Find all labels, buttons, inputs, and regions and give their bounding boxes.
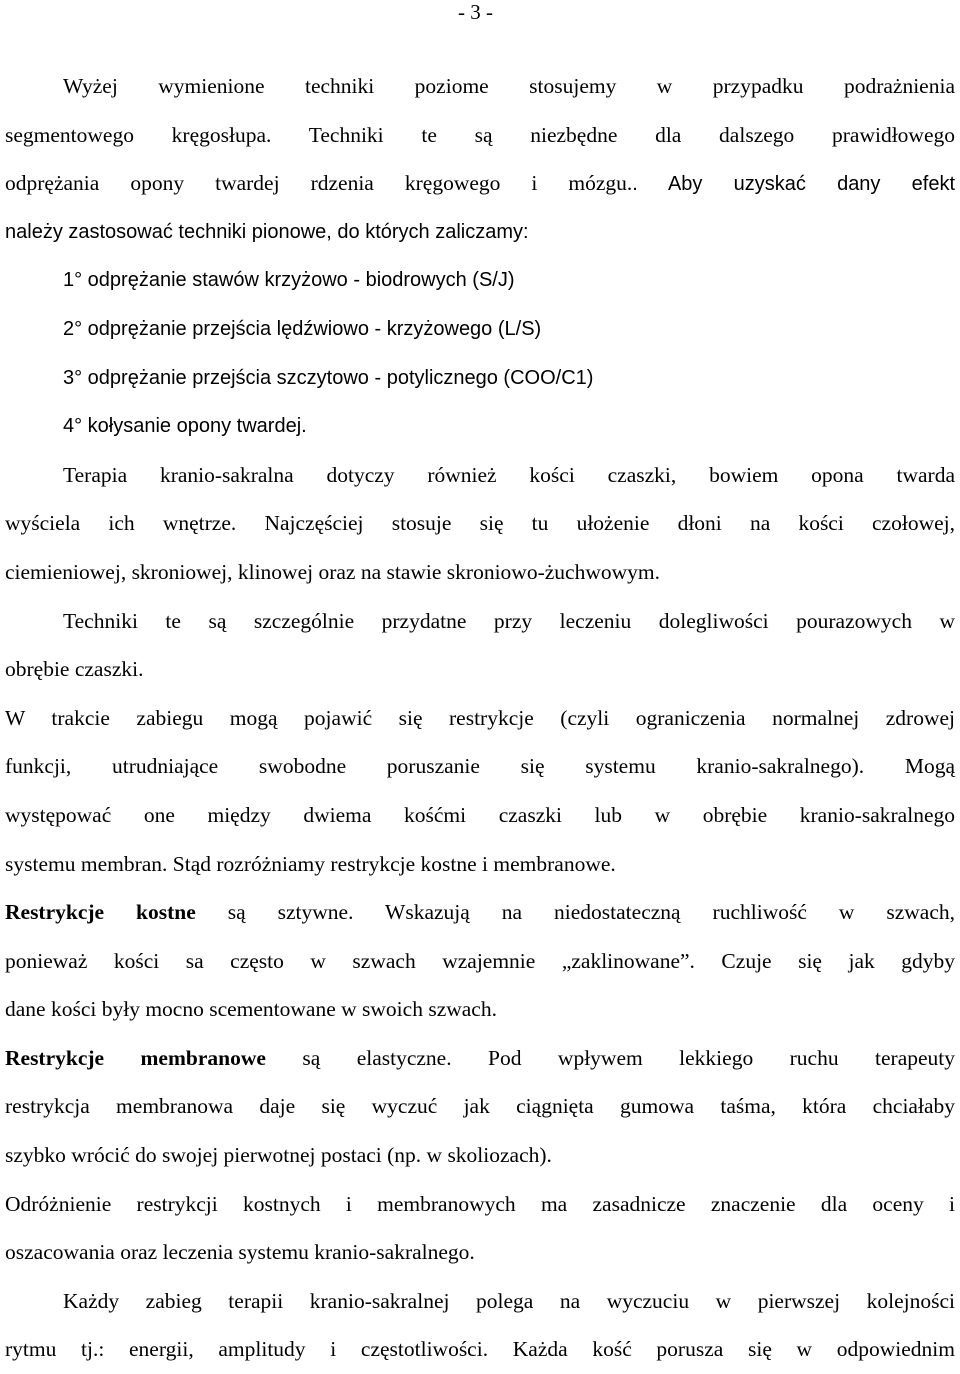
text-line: należy zastosować techniki pionowe, do których zaliczamy: — [5, 220, 529, 243]
text-line: Terapia kranio-sakralna dotyczy również kości czaszki, bowiem opona twarda — [63, 462, 955, 487]
document-body — [5, 62, 955, 1374]
text-line: obrębie czaszki. — [5, 657, 144, 682]
text-line: systemu membran. Stąd rozróżniamy restrykcje kostne i membranowe. — [5, 851, 616, 876]
text-line: Techniki te są szczególnie przydatne przy leczeniu dolegliwości pourazowych w — [63, 608, 955, 633]
text-line: funkcji, utrudniające swobodne poruszanie się systemu kranio-sakralnego). Mogą — [5, 754, 955, 779]
text-line: dane kości były mocno scementowane w swoich szwach. — [5, 997, 497, 1022]
text-line: ciemieniowej, skroniowej, klinowej oraz na stawie skroniowo-żuchwowym. — [5, 559, 660, 584]
text-line: szybko wrócić do swojej pierwotnej postaci (np. w skoliozach). — [5, 1143, 552, 1168]
text-line — [5, 159, 955, 208]
text-span: są elastyczne. Pod wpływem lekkiego ruchu terapeuty — [265, 1045, 956, 1070]
text-line: 4° kołysanie opony twardej. — [63, 415, 307, 438]
text-line: występować one między dwiema kośćmi czaszki lub w obrębie kranio-sakralnego — [5, 802, 955, 827]
text-line: Każdy zabieg terapii kranio-sakralnej polega na wyczuciu w pierwszej kolejności — [63, 1288, 955, 1313]
bold-term: Restrykcje kostne — [5, 900, 196, 925]
text-line: ponieważ kości sa często w szwach wzajemnie „zaklinowane”. Czuje się jak gdyby — [5, 948, 955, 973]
text-line: oszacowania oraz leczenia systemu kranio-sakralnego. — [5, 1240, 475, 1265]
text-line — [5, 888, 955, 937]
text-line: Wyżej wymienione techniki poziome stosujemy w przypadku podrażnienia — [63, 74, 955, 98]
text-line: Odróżnienie restrykcji kostnych i membranowych ma zasadnicze znaczenie dla oceny i — [5, 1191, 955, 1216]
text-line: 2° odprężanie przejścia lędźwiowo - krzyżowego (L/S) — [63, 317, 542, 340]
text-line: 3° odprężanie przejścia szczytowo - potylicznego (COO/C1) — [63, 366, 594, 389]
text-line — [5, 1034, 955, 1083]
bold-term: Restrykcje membranowe — [5, 1045, 266, 1070]
text-line: segmentowego kręgosłupa. Techniki te są niezbędne dla dalszego prawidłowego — [5, 122, 955, 147]
page-number: - 3 - — [458, 0, 493, 24]
text-span: są sztywne. Wskazują na niedostateczną ruchliwość w szwach, — [195, 900, 955, 925]
text-line: restrykcja membranowa daje się wyczuć jak ciągnięta gumowa taśma, która chciałaby — [5, 1094, 955, 1119]
text-line: W trakcie zabiegu mogą pojawić się restrykcje (czyli ograniczenia normalnej zdrowej — [5, 705, 955, 730]
text-line: 1° odprężanie stawów krzyżowo - biodrowych (S/J) — [63, 269, 515, 292]
text-line: rytmu tj.: energii, amplitudy i częstotliwości. Każda kość porusza się w odpowiednim — [5, 1337, 955, 1362]
text-span: odprężania opony twardej rdzenia kręgowego i mózgu. — [5, 171, 633, 196]
text-line: wyściela ich wnętrze. Najczęściej stosuje się tu ułożenie dłoni na kości czołowej, — [5, 511, 955, 536]
text-span: . Aby uzyskać dany efekt — [632, 173, 955, 196]
